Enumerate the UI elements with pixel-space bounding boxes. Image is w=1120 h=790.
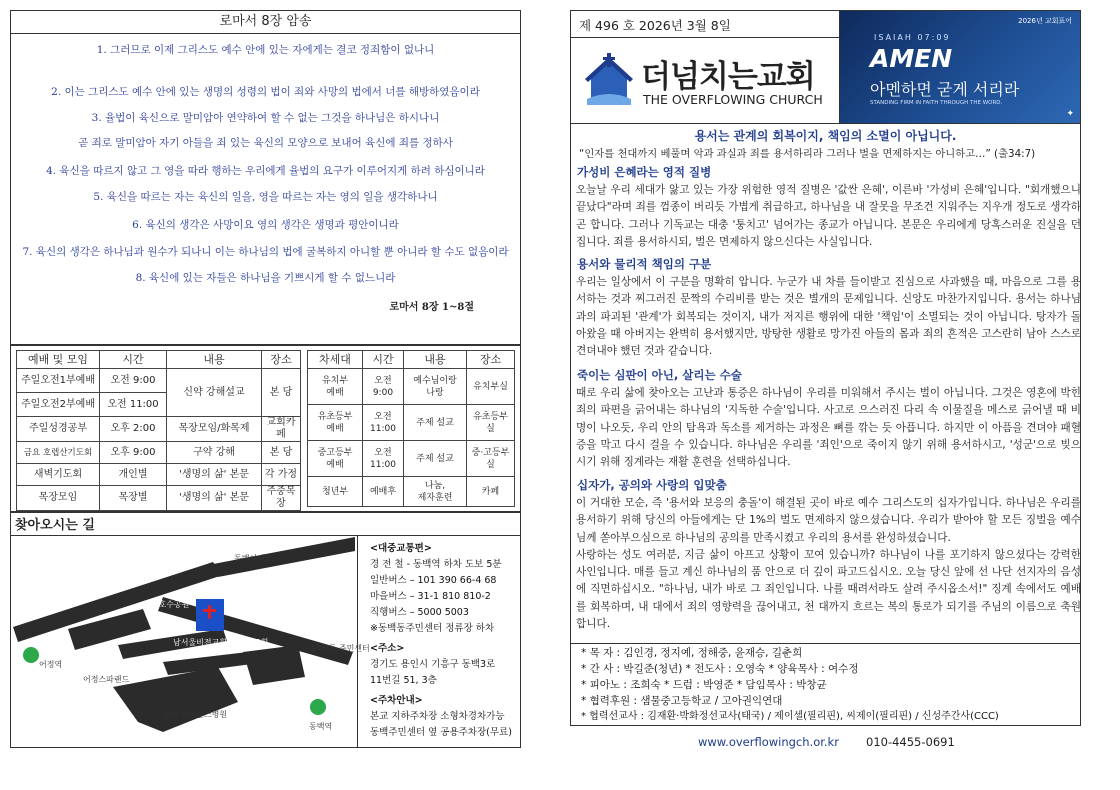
map-label-park: 동백호수공원 [143, 600, 190, 609]
motto-banner [840, 11, 1080, 123]
section-heading: 가성비 은혜라는 영적 질병 [577, 165, 712, 179]
verse-panel [10, 10, 521, 345]
table-cell: 주일성경공부 [17, 417, 100, 442]
table-cell: 오전 11:00 [363, 441, 404, 477]
staff-line: * 피아노 : 조희숙 * 드럼 : 박영준 * 담임목사 : 박창균 [581, 679, 827, 691]
table-cell: 신약 강해설교 [167, 369, 262, 417]
verse-line: 2. 이는 그리스도 예수 안에 있는 생명의 성령의 법이 죄와 사망의 법에서 너를 해방하였음이라 [51, 86, 480, 98]
section-body: 오늘날 우리 세대가 앓고 있는 가장 위험한 영적 질병은 '값싼 은혜', 이른바 '가성비 은혜'입니다. "회개했으니 끝났다"라며 죄를 껌종이 버리듯 가볍게 취급하고, 하나님을 내 잘못을 무조건 지워주는 지우개 정도로 생각하곤 합니다. 그러나 기독교는 대충 '퉁치고' 넘어가는 종교가 아닙니다. 본문은 우리에게 당혹스러운 진실을 던집니다. 죄를 용서하시되, 벌은 면제하지 않으신다는 사실입니다. [576, 184, 1081, 248]
table-header: 내용 [167, 351, 262, 369]
section-heading: 용서와 물리적 책임의 구분 [577, 257, 712, 271]
transit-info [370, 541, 512, 741]
verse-line: 6. 육신의 생각은 사망이요 영의 생각은 생명과 평안이니라 [132, 219, 399, 231]
issue-date: 제 496 호 2026년 3월 8일 [579, 18, 731, 33]
table-cell: 중고등부 예배 [308, 441, 363, 477]
table-row [17, 369, 301, 393]
map-label-dongbaek-station: 동백역 [309, 722, 333, 731]
verse-line: 4. 육신을 따르지 않고 그 영을 따라 행하는 우리에게 율법의 요구가 이루어지게 하려 하심이니라 [46, 165, 485, 177]
table-cell: 목장모임 [17, 486, 100, 511]
table-cell: 목장모임/화목제 [167, 417, 262, 442]
table-header: 장소 [262, 351, 301, 369]
table-row [17, 486, 301, 511]
table-header: 시간 [363, 351, 404, 369]
section-heading: 십자가, 공의와 사랑의 입맞춤 [577, 478, 727, 492]
transit-title: <대중교통편> [370, 543, 432, 554]
directions-title: 찾아오시는 길 [15, 518, 95, 533]
staff-list [581, 645, 999, 725]
table-cell: 구약 강해 [167, 442, 262, 464]
church-name-ko: 더넘치는교회 [641, 59, 815, 95]
transit-line: 경 전 철 - 동백역 하차 도보 5분 [370, 559, 502, 570]
table-cell: '생명의 삶' 본문 [167, 464, 262, 486]
table-row [308, 477, 515, 507]
table-cell: 예배후 [363, 477, 404, 507]
bulletin-main-panel [570, 10, 1081, 726]
table-row [17, 442, 301, 464]
verse-line: 1. 그러므로 이제 그리스도 예수 안에 있는 자에게는 결코 정죄함이 없나니 [96, 44, 435, 56]
church-name-en: THE OVERFLOWING CHURCH [643, 92, 823, 107]
sparkle-icon: ✦ [1066, 109, 1074, 119]
map-label-eojeong-landmark: 어정스파랜드 [83, 675, 130, 684]
table-row [308, 405, 515, 441]
map-label-mart: 동백이마트 [234, 554, 273, 563]
website-link[interactable]: www.overflowingch.or.kr [698, 735, 839, 749]
transit-line: ※동백동주민센터 정류장 하차 [370, 623, 495, 634]
table-header: 장소 [467, 351, 515, 369]
worship-schedule-table [16, 350, 301, 511]
table-cell: 본 당 [262, 442, 301, 464]
banner-year-theme: 2026년 교회표어 [1018, 17, 1072, 25]
table-cell: 교회카페 [262, 417, 301, 442]
article-title: 용서는 관계의 회복이지, 책임의 소멸이 아닙니다. [694, 129, 957, 143]
address-title: <주소> [370, 643, 405, 654]
table-header: 내용 [404, 351, 467, 369]
table-row [308, 369, 515, 405]
staff-line: * 협력후원 : 샘물중고등학교 / 고아권익연대 [581, 695, 783, 707]
verse-line: 8. 육신에 있는 자들은 하나님을 기쁘시게 할 수 없느니라 [135, 272, 396, 284]
table-cell: 유치부실 [467, 369, 515, 405]
banner-motto: 아멘하면 굳게 서리라 [870, 80, 1020, 99]
table-cell: 유초등부 실 [467, 405, 515, 441]
table-header: 시간 [100, 351, 167, 369]
location-map [13, 537, 370, 747]
section-body: 때로 우리 삶에 찾아오는 고난과 통증은 하나님이 우리를 미워해서 주시는 벌이 아닙니다. 그것은 영혼에 박힌 죄의 파편을 긁어내는 하나님의 '지독한 수술'입니다. 사고로 으스러진 다리 속 이물질을 메스로 긁어낼 때 비명이 나오듯, 우리 안의 탐욕과 독소를 제거하는 과정은 뼈를 깎는 듯 아픕니다. 하지만 이 아픔을 견뎌야 패혈증을 막고 다시 걸을 수 있습니다. 하나님은 우리를 '죄인'으로 죽이지 않기 위해 용서하시고, '성군'으로 빚으시기 위해 징계라는 재활 훈련을 선택하십니다. [576, 387, 1081, 469]
table-cell: 중·고등부 실 [467, 441, 515, 477]
table-cell: '생명의 삶' 본문 [167, 486, 262, 511]
table-cell: 본 당 [262, 369, 301, 417]
table-header: 차세대 [308, 351, 363, 369]
table-cell: 새벽기도회 [17, 464, 100, 486]
directions-panel [10, 512, 521, 748]
verse-line: 5. 육신을 따르는 자는 육신의 일을, 영을 따르는 자는 영의 일을 생각하나니 [93, 191, 438, 203]
banner-amen: AMEN [870, 44, 953, 73]
church-logo-icon [583, 53, 635, 109]
transit-line: 직행버스 – 5000 5003 [370, 607, 469, 618]
table-cell: 주제 설교 [404, 441, 467, 477]
table-cell: 예수님이랑 나랑 [404, 369, 467, 405]
table-header: 예배 및 모임 [17, 351, 100, 369]
table-cell: 오전 11:00 [363, 405, 404, 441]
banner-sub: STANDING FIRM IN FAITH THROUGH THE WORD. [870, 100, 1003, 106]
section-body: 이 거대한 모순, 즉 '용서와 보응의 충돌'이 해결된 곳이 바로 예수 그리스도의 십자가입니다. 하나님은 우리를 용서하기 위해 당신의 아들에게는 단 1%의 벌도 면제하지 않으셨습니다. 우리가 받아야 할 모든 징벌을 예수님께 쏟아부으심으로 하나님의 공의를 만족시켰고 우리의 용서를 완성하셨습니다. 사랑하는 성도 여러분, 지금 삶이 아프고 상황이 꼬여 있습니까? 하나님이 나를 포기하지 않으셨다는 강력한 사인입니다. 매를 들고 계신 하나님의 품 안으로 더 깊이 파고드십시오. 오늘 당신 앞에 선 나단 선지자의 음성에 직면하십시오. "하나님, 내가 바로 그 죄인입니다. 나를 때려서라도 살려 주시옵소서!" 징계 속에서도 예배를 회복하며, 내 대에서 죄의 영향력을 끊어내고, 천 대까지 흐르는 복의 통로가 되기를 주님의 이름으로 축원합니다. [576, 497, 1081, 631]
table-cell: 오전 9:00 [100, 369, 167, 393]
section-body: 우리는 일상에서 이 구분을 명확히 압니다. 누군가 내 차를 들이받고 진심으로 사과했을 때, 마음으로 그를 용서하는 것과 찌그러진 문짝의 수리비를 받는 것은 별개의 문제입니다. 신앙도 마찬가지입니다. 용서는 하나님과의 파괴된 '관계'가 회복되는 것이지, 내가 저지른 행위에 대한 '책임'이 소멸되는 것이 아닙니다. 탕자가 돌아왔을 때 아버지는 완벽히 용서했지만, 방탕한 생활로 망가진 아들의 몸과 죄의 흔적은 고스란히 남아 스스로 견뎌내야 했던 것과 같습니다. [576, 276, 1081, 358]
table-cell: 오후 9:00 [100, 442, 167, 464]
table-cell: 개인별 [100, 464, 167, 486]
map-label-center: 동백3동 주민센터 [309, 644, 370, 653]
verse-line: 곧 죄로 말미암아 자기 아들을 죄 있는 육신의 모양으로 보내어 육신에 죄를 정하사 [78, 137, 453, 149]
table-row [308, 441, 515, 477]
address-line: 경기도 용인시 기흥구 동백3로 [370, 659, 496, 670]
table-cell: 금요 호렙산기도회 [17, 442, 100, 464]
table-cell: 유치부 예배 [308, 369, 363, 405]
table-cell: 목장별 [100, 486, 167, 511]
table-cell: 주일오전1부예배 [17, 369, 100, 393]
staff-line: * 목 자 : 김인경, 정지예, 정해중, 윤재승, 길춘희 [581, 647, 803, 659]
table-cell: 오전 9:00 [363, 369, 404, 405]
staff-line: * 간 사 : 박길준(청년) * 전도사 : 오영숙 * 양육목사 : 여수정 [581, 663, 859, 675]
table-cell: 나눔, 제자훈련 [404, 477, 467, 507]
map-label-church: 남서울비전교회·넘치는교회 [173, 638, 269, 647]
table-cell: 오후 2:00 [100, 417, 167, 442]
banner-verse-ref: ISAIAH 07:09 [874, 33, 951, 42]
table-cell: 유초등부 예배 [308, 405, 363, 441]
map-label-hospital: 용인 세브란스병원 [163, 710, 228, 719]
table-cell: 각 가정 [262, 464, 301, 486]
table-cell: 주중목장 [262, 486, 301, 511]
parking-title: <주차안내> [370, 695, 423, 706]
schedule-panel [10, 345, 521, 512]
section-heading: 죽이는 심판이 아닌, 살리는 수술 [577, 368, 742, 382]
transit-line: 일반버스 – 101 390 66-4 68 [370, 575, 497, 586]
verse-line: 3. 율법이 육신으로 말미암아 연약하여 할 수 없는 그것을 하나님은 하시나니 [91, 112, 440, 124]
verse-line: 7. 육신의 생각은 하나님과 원수가 되나니 이는 하나님의 법에 굴복하지 아니할 뿐 아니라 할 수도 없음이라 [22, 246, 509, 258]
article-epigraph: “인자를 천대까지 베풀며 악과 과실과 죄를 용서하리라 그러나 벌을 면제하지는 아니하고…” (출34:7) [579, 148, 1036, 160]
next-generation-table [307, 350, 515, 507]
table-cell: 청년부 [308, 477, 363, 507]
table-cell: 오전 11:00 [100, 393, 167, 417]
verse-reference: 로마서 8장 1~8절 [389, 302, 474, 313]
table-cell: 카페 [467, 477, 515, 507]
table-cell: 주일오전2부예배 [17, 393, 100, 417]
phone-number: 010-4455-0691 [866, 735, 955, 749]
parking-line: 본교 지하주차장 소형차경차가능 [370, 711, 505, 722]
map-label-eojeong-station: 어정역 [39, 660, 63, 669]
transit-line: 마을버스 – 31-1 810 810-2 [370, 591, 491, 602]
parking-line: 동백주민센터 옆 공용주차장(무료) [370, 727, 512, 738]
address-line: 11번길 51, 3층 [370, 675, 437, 686]
table-row [17, 464, 301, 486]
verse-title: 로마서 8장 암송 [11, 11, 520, 34]
table-row [17, 417, 301, 442]
staff-line: * 협력선교사 : 김재환·박화정선교사(태국) / 제이셀(필리핀), 씨제이(필리핀) / 신성주간사(CCC) [581, 711, 999, 722]
table-cell: 주제 설교 [404, 405, 467, 441]
